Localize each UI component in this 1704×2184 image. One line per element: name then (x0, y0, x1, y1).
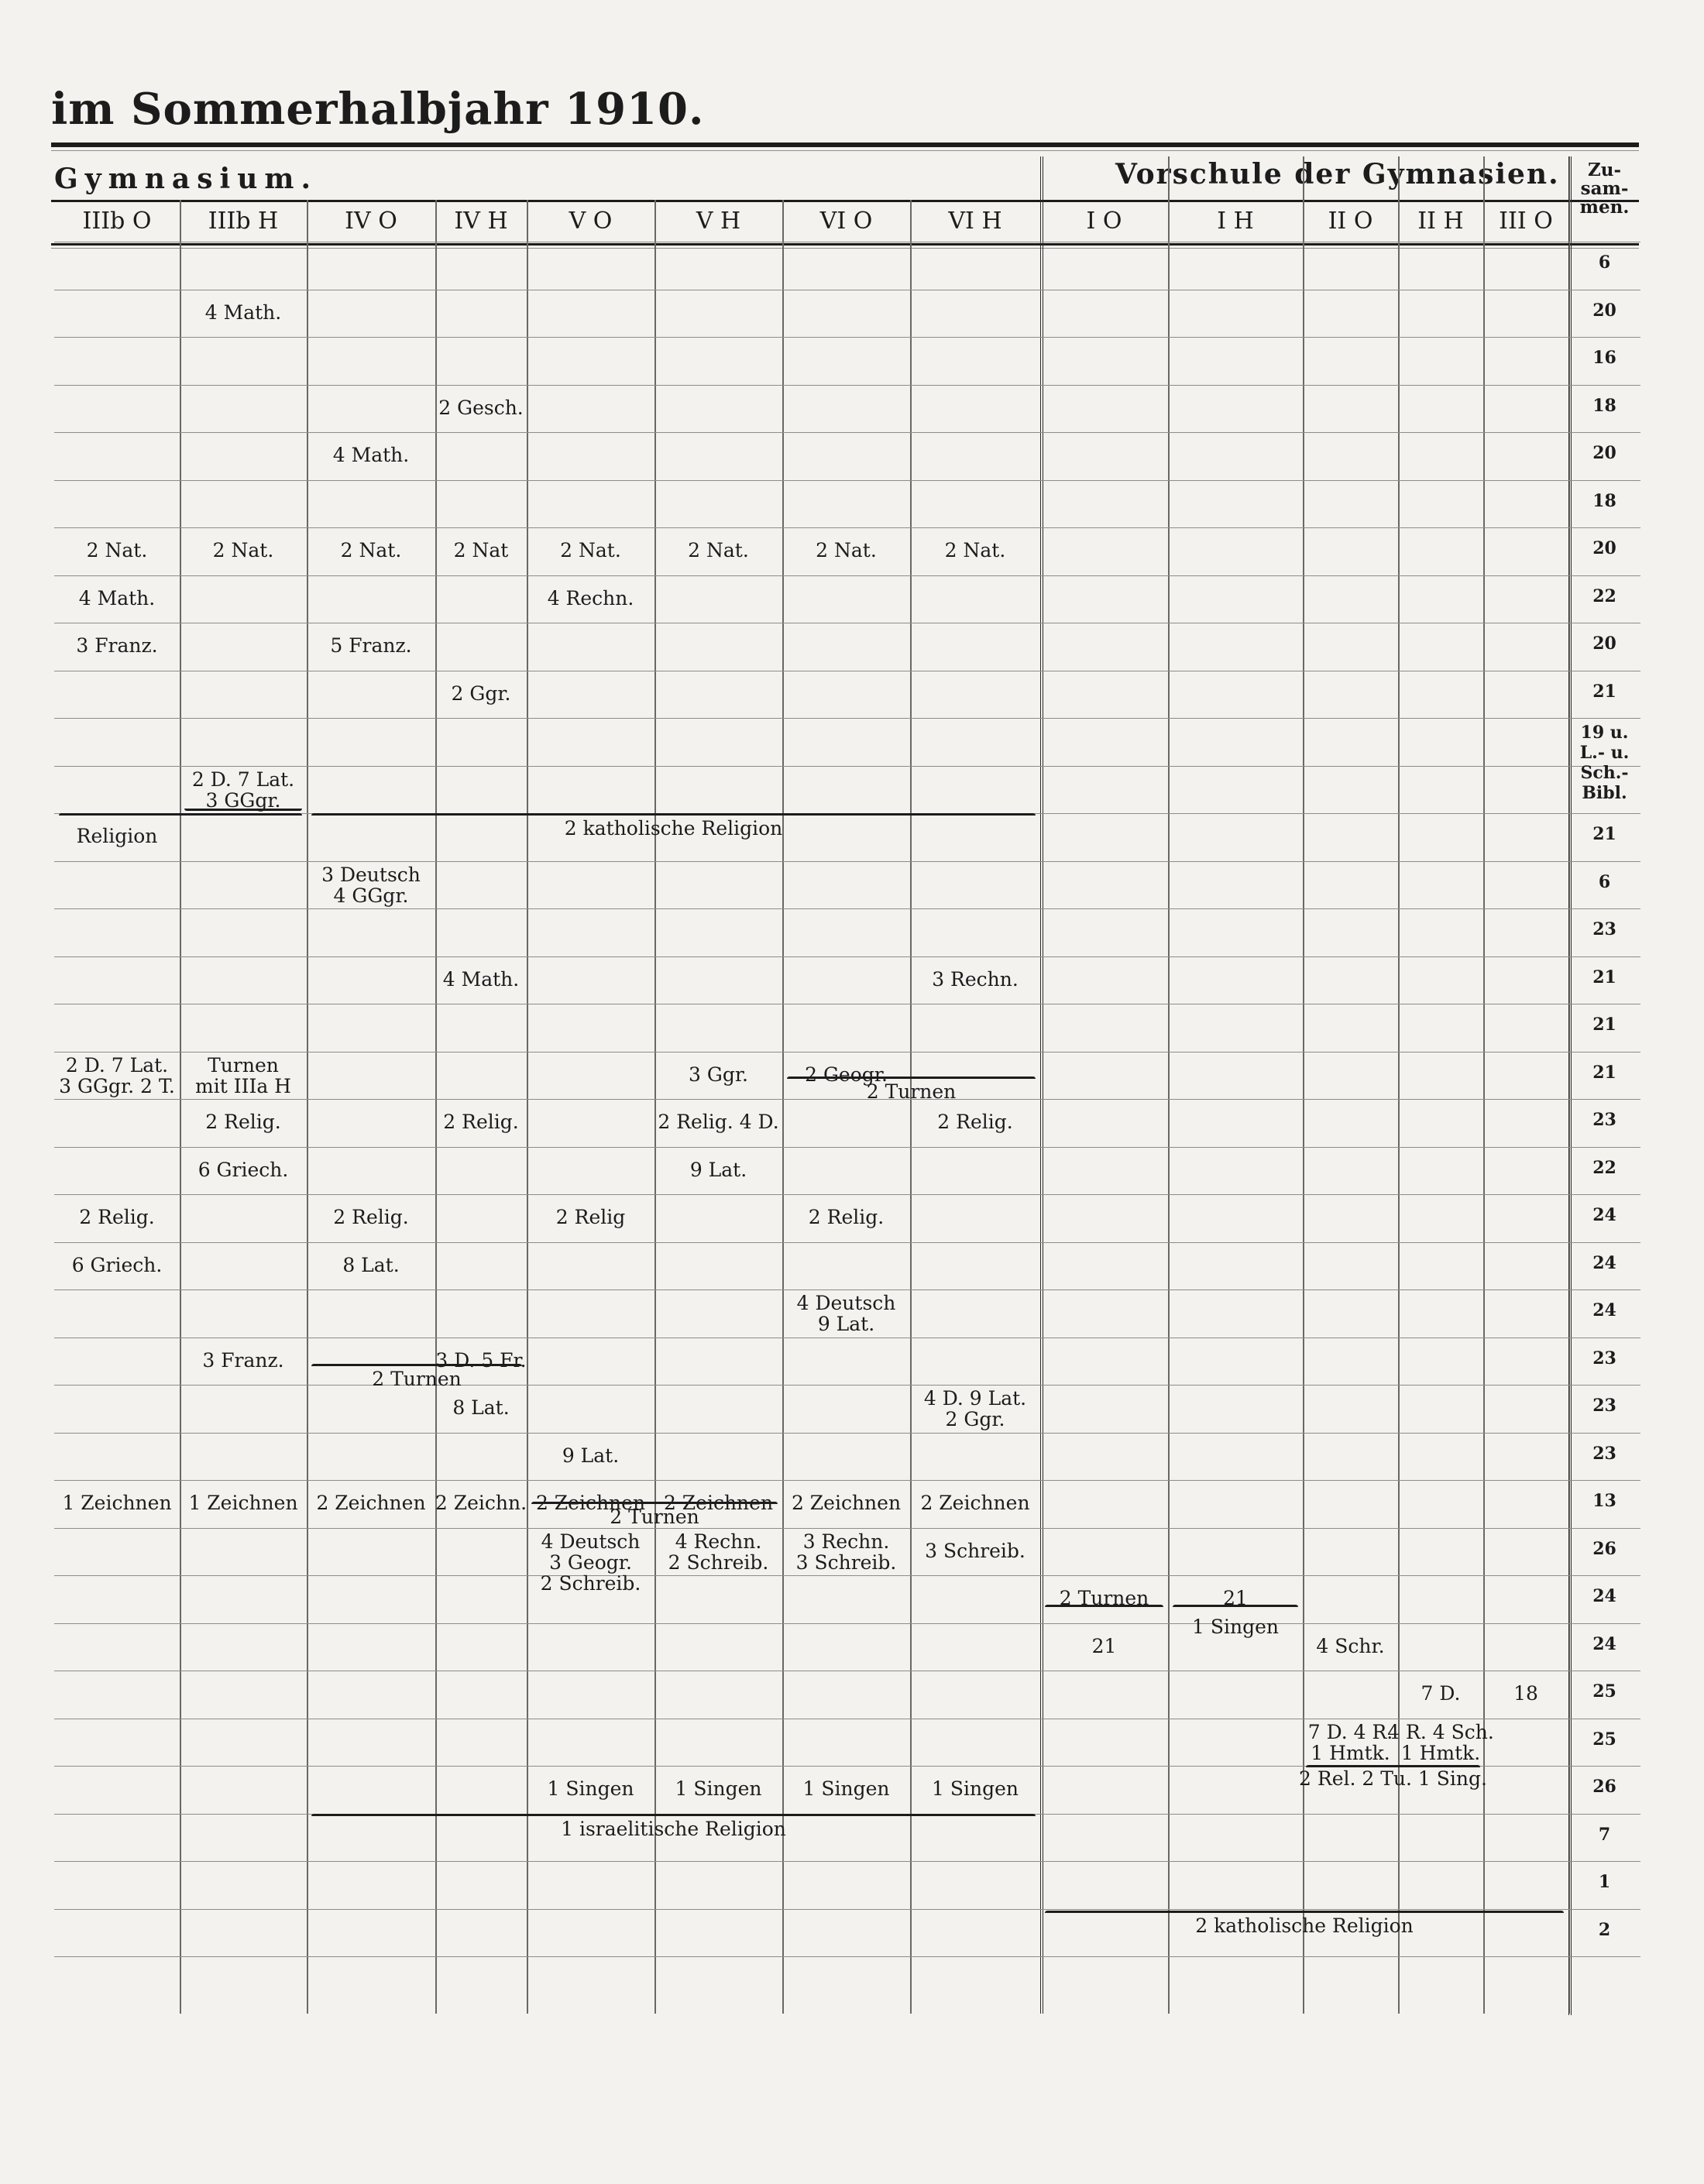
row-total: 24 (1592, 1300, 1616, 1320)
row-rule (54, 1242, 1640, 1243)
schedule-cell: 2 Zeichnen (791, 1492, 902, 1514)
row-total: 6 (1598, 252, 1611, 273)
schedule-cell: 2 Zeichnen (920, 1492, 1030, 1514)
schedule-cell: 3 Deutsch 4 GGgr. (321, 863, 421, 907)
schedule-cell: 2 Relig (555, 1206, 626, 1228)
span-turnen-vi-bar (787, 1077, 1036, 1079)
column-divider (782, 200, 784, 2014)
schedule-cell: 4 Math. (332, 444, 410, 466)
column-header: IV H (454, 208, 508, 235)
span-turnen-iv: 2 Turnen (372, 1367, 462, 1390)
row-total: 6 (1598, 871, 1611, 892)
row-total: 26 (1592, 1538, 1616, 1559)
schedule-cell: 2 Relig. (808, 1206, 885, 1228)
head-rule-2 (51, 248, 1639, 249)
brace-turnen-i (1045, 1605, 1163, 1607)
schedule-cell: 4 R. 4 Sch. 1 Hmtk. (1387, 1720, 1494, 1764)
column-divider (180, 200, 181, 2014)
schedule-cell: 2 Nat. (340, 539, 402, 561)
schedule-cell: 8 Lat. (452, 1396, 510, 1419)
row-total: 1 (1598, 1872, 1611, 1892)
schedule-cell: 18 (1513, 1682, 1538, 1705)
span-turnen-vi: 2 Turnen (866, 1080, 957, 1103)
schedule-cell: 21 (1223, 1587, 1248, 1609)
group-header-gymnasium: Gymnasium. (54, 163, 318, 195)
column-header: VI O (819, 208, 873, 235)
schedule-cell: 2 Nat. (688, 539, 749, 561)
schedule-cell: 2 Relig. (333, 1206, 409, 1228)
row-total: 24 (1592, 1633, 1616, 1654)
row-total: 23 (1592, 1396, 1616, 1416)
column-header: V O (569, 208, 613, 235)
row-total: 18 (1592, 490, 1616, 511)
schedule-cell: 2 Nat. (944, 539, 1006, 561)
span-rel-tu-sing: 2 Rel. 2 Tu. 1 Sing. (1299, 1767, 1487, 1790)
group-rule (51, 200, 1639, 202)
schedule-cell: 6 Griech. (198, 1158, 289, 1181)
row-rule (54, 861, 1640, 862)
schedule-cell: 4 D. 9 Lat. 2 Ggr. (923, 1387, 1027, 1430)
row-total: 21 (1592, 1015, 1616, 1035)
row-total: 22 (1592, 585, 1616, 606)
span-katholische-religion-vorschule: 2 katholische Religion (1195, 1914, 1414, 1937)
schedule-cell: 8 Lat. (342, 1253, 400, 1276)
row-rule (54, 1623, 1640, 1624)
row-rule (54, 1052, 1640, 1053)
row-rule (54, 766, 1640, 767)
column-header: I H (1217, 208, 1254, 235)
head-rule (51, 243, 1639, 246)
schedule-cell: 4 Rechn. (547, 586, 634, 610)
column-header: IV O (345, 208, 397, 235)
schedule-cell: 7 D. 4 R. 1 Hmtk. (1307, 1720, 1393, 1764)
column-header: III O (1499, 208, 1553, 235)
sum-divider (1568, 156, 1572, 2015)
span-katholische-religion-vorschule-bar (1045, 1911, 1564, 1913)
column-header: IIIb H (208, 208, 279, 235)
row-total: 20 (1592, 443, 1616, 463)
schedule-cell: 1 Zeichnen (62, 1492, 172, 1514)
row-rule (54, 1575, 1640, 1576)
column-divider (910, 200, 912, 2014)
column-divider (654, 200, 656, 2014)
row-rule (54, 1385, 1640, 1386)
top-rule-thin (51, 150, 1639, 151)
schedule-cell: 2 Turnen (1059, 1587, 1149, 1609)
row-rule (54, 480, 1640, 481)
column-header: II H (1417, 208, 1464, 235)
schedule-cell: 2 Zeichnen (663, 1492, 774, 1514)
row-rule (54, 1528, 1640, 1529)
row-rule (54, 527, 1640, 528)
schedule-cell: 4 Deutsch 9 Lat. (796, 1292, 896, 1335)
row-rule (54, 1099, 1640, 1100)
span-turnen-iv-bar (311, 1364, 522, 1366)
schedule-cell: 6 Griech. (71, 1253, 163, 1276)
schedule-cell: 3 D. 5 Fr. (435, 1348, 527, 1372)
schedule-cell: 21 (1091, 1634, 1117, 1657)
row-total: 21 (1592, 824, 1616, 844)
schedule-cell: Turnen mit IIIa H (195, 1053, 291, 1097)
schedule-cell: 2 Nat. (816, 539, 877, 561)
row-total: 22 (1592, 1157, 1616, 1178)
row-rule (54, 1909, 1640, 1910)
schedule-cell: 2 Relig. (443, 1111, 519, 1133)
row-total: 26 (1592, 1777, 1616, 1797)
column-divider (435, 200, 437, 2014)
row-total: 7 (1598, 1824, 1611, 1845)
row-total: 13 (1592, 1491, 1616, 1511)
schedule-cell: 3 Franz. (202, 1348, 284, 1372)
schedule-cell: 2 Zeichnen (316, 1492, 426, 1514)
schedule-cell: 5 Franz. (330, 634, 412, 657)
schedule-cell: 7 D. (1421, 1682, 1461, 1705)
row-total: 21 (1592, 967, 1616, 987)
row-rule (54, 1956, 1640, 1957)
row-total: 25 (1592, 1681, 1616, 1702)
schedule-cell: 2 Nat. (560, 539, 621, 561)
schedule-cell: 2 Zeichnen (535, 1492, 646, 1514)
column-divider (1168, 156, 1170, 2014)
row-total: 23 (1592, 1443, 1616, 1464)
schedule-cell: 3 Schreib. (925, 1539, 1025, 1562)
schedule-cell: 3 Franz. (76, 634, 158, 657)
column-divider (1303, 156, 1304, 2014)
row-total: 20 (1592, 300, 1616, 321)
row-total: 24 (1592, 1586, 1616, 1606)
column-header: VI H (948, 208, 1002, 235)
schedule-cell: 2 Nat. (212, 539, 274, 561)
schedule-cell: 2 Zeichn. (435, 1492, 527, 1514)
row-rule (54, 432, 1640, 433)
column-header: I O (1086, 208, 1122, 235)
row-total: 21 (1592, 1062, 1616, 1083)
row-total: 23 (1592, 1348, 1616, 1368)
top-rule (51, 143, 1639, 147)
schedule-cell: 9 Lat. (689, 1158, 747, 1181)
schedule-cell: 2 Relig. (937, 1111, 1013, 1133)
schedule-cell: 2 Nat (453, 539, 509, 561)
row-total: 24 (1592, 1252, 1616, 1273)
row-rule (54, 1433, 1640, 1434)
row-total: 18 (1592, 395, 1616, 416)
schedule-cell: Religion (76, 825, 158, 847)
brace-over-religion (59, 813, 302, 816)
row-rule (54, 1861, 1640, 1862)
row-rule (54, 908, 1640, 909)
schedule-cell: 2 Relig. (205, 1111, 281, 1133)
schedule-cell: 3 Ggr. (689, 1063, 748, 1086)
schedule-cell: 4 Math. (78, 586, 156, 610)
page-heading: im Sommerhalbjahr 1910. (51, 84, 705, 135)
span-katholische-religion-bar (311, 813, 1036, 816)
row-rule (54, 575, 1640, 576)
row-rule (54, 1480, 1640, 1481)
group-header-vorschule: Vorschule der Gymnasien. (1115, 158, 1560, 191)
schedule-cell: 4 Rechn. 2 Schreib. (668, 1530, 769, 1574)
schedule-cell: 4 Math. (204, 300, 282, 324)
schedule-cell: 4 Math. (442, 967, 520, 991)
schedule-cell: 9 Lat. (562, 1444, 620, 1467)
span-turnen-v: 2 Turnen (610, 1506, 699, 1528)
row-rule (54, 956, 1640, 957)
span-israelitische-religion: 1 israelitische Religion (561, 1817, 786, 1840)
row-total: 16 (1592, 348, 1616, 368)
row-rule (54, 1147, 1640, 1148)
span-turnen-v-bar (531, 1502, 778, 1504)
schedule-cell: 2 Relig. (79, 1206, 155, 1228)
column-divider (307, 200, 308, 2014)
brace-singen-i (1173, 1605, 1298, 1607)
schedule-cell: 3 Rechn. 3 Schreib. (795, 1530, 897, 1574)
row-rule (54, 1289, 1640, 1290)
schedule-cell: 3 Rechn. (932, 967, 1019, 991)
column-divider (1040, 156, 1043, 2014)
row-total: 20 (1592, 538, 1616, 558)
column-header-zusammen: Zu- sam- men. (1579, 160, 1630, 218)
schedule-cell: 1 Singen (675, 1777, 762, 1800)
row-rule (54, 1194, 1640, 1195)
span-katholische-religion: 2 katholische Religion (564, 817, 783, 840)
row-rule (54, 385, 1640, 386)
column-header: V H (696, 208, 741, 235)
brace-under-iiib-h (184, 809, 302, 811)
column-header: IIIb O (82, 208, 152, 235)
schedule-cell: 2 D. 7 Lat. 3 GGgr. 2 T. (59, 1053, 175, 1097)
span-israelitische-religion-bar (311, 1814, 1036, 1816)
row-rule (54, 718, 1640, 719)
schedule-cell: 2 Geogr. (805, 1063, 888, 1086)
row-total: 21 (1592, 681, 1616, 702)
schedule-cell: 2 Ggr. (451, 682, 511, 705)
row-total: 25 (1592, 1729, 1616, 1750)
row-total: 20 (1592, 634, 1616, 654)
column-divider (527, 200, 528, 2014)
schedule-cell: 1 Zeichnen (188, 1492, 298, 1514)
schedule-cell: 2 Nat. (86, 539, 148, 561)
column-header: II O (1328, 208, 1373, 235)
row-total: 2 (1598, 1919, 1611, 1940)
schedule-cell: 1 Singen (547, 1777, 634, 1800)
row-total: 19 u. L.- u. Sch.- Bibl. (1579, 723, 1630, 803)
row-total: 23 (1592, 919, 1616, 939)
schedule-cell: 2 Gesch. (438, 396, 524, 419)
schedule-cell: 4 Deutsch 3 Geogr. 2 Schreib. (540, 1530, 641, 1595)
schedule-cell: 1 Singen (1192, 1615, 1279, 1638)
row-total: 23 (1592, 1110, 1616, 1130)
schedule-cell: 1 Singen (932, 1777, 1019, 1800)
schedule-cell: 1 Singen (802, 1777, 890, 1800)
schedule-cell: 4 Schr. (1316, 1634, 1385, 1657)
row-rule (54, 337, 1640, 338)
row-total: 24 (1592, 1205, 1616, 1225)
schedule-cell: 2 Relig. 4 D. (658, 1111, 779, 1133)
schedule-cell: 2 D. 7 Lat. 3 GGgr. (191, 767, 295, 812)
